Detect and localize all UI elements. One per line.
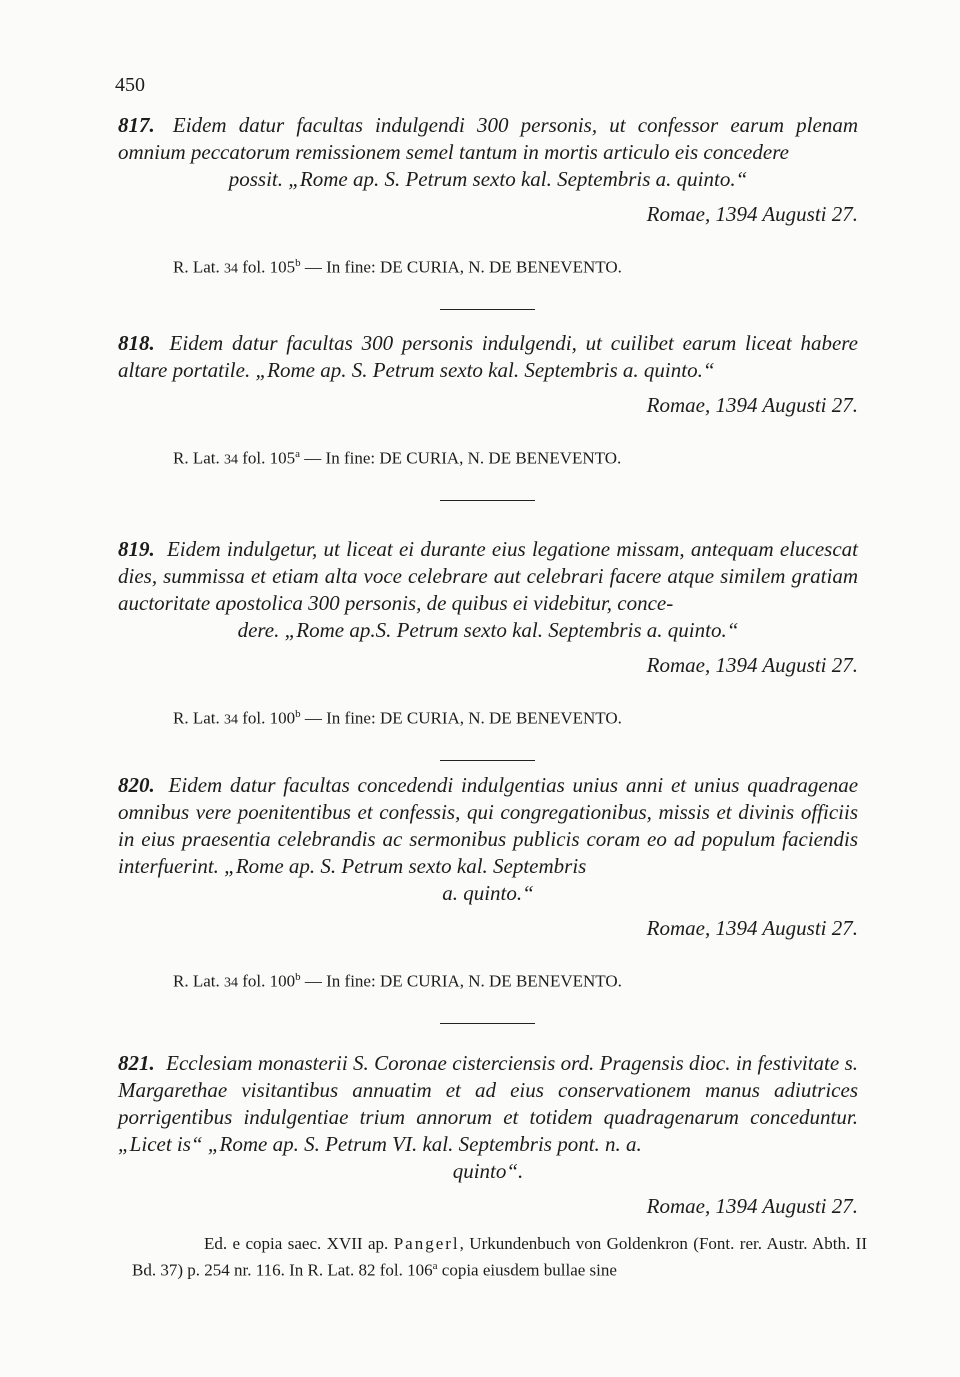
source-folio: fol. 100: [242, 971, 296, 991]
entry-date: Romae, 1394 Augusti 27.: [646, 393, 858, 417]
source-volume: 34: [224, 452, 238, 468]
entry-text: [118, 112, 858, 193]
source-folio-side: b: [295, 971, 301, 983]
source-folio-side: a: [295, 448, 301, 460]
source-note: — In fine: DE CURIA, N. DE BENEVENTO.: [304, 257, 622, 277]
source-prefix: R. Lat.: [173, 448, 220, 468]
entry-source: [173, 252, 858, 281]
entry-number: 820.: [118, 773, 155, 797]
entry-817: [118, 112, 858, 310]
source-volume: 34: [224, 712, 238, 728]
entry-body: Eidem datur facultas indulgendi 300 personis, ut confessor earum plenam omnium peccatorum remissionem semel tantum in mortis articulo eis concedere: [118, 113, 858, 164]
entry-body: Eidem datur facultas 300 personis indulgendi, ut cuilibet earum liceat habere altare portatile. „Rome ap. S. Petrum sexto kal. Septembris a. quinto.“: [118, 331, 858, 382]
source-volume: 34: [224, 975, 238, 991]
entry-last-line: quinto“.: [452, 1159, 524, 1183]
source-folio: fol. 105: [242, 257, 296, 277]
entry-body: Eidem datur facultas concedendi indulgentias unius anni et unius quadragenae omnibus vere poenitentibus et confessis, qui congregationibus, missis et divinis officiis in eius praesentia celebrandis ac sermonibus publicis coram eo ad populum faciendis interfuerint. „Rome ap. S. Petrum sexto kal. Septembris: [118, 773, 859, 878]
note-author: Pangerl: [393, 1234, 460, 1253]
source-prefix: R. Lat.: [173, 257, 220, 277]
source-note: — In fine: DE CURIA, N. DE BENEVENTO.: [304, 708, 622, 728]
source-folio-side: b: [295, 257, 301, 269]
source-folio-side: b: [295, 708, 301, 720]
source-folio: fol. 100: [242, 708, 296, 728]
note-folio-side: a: [432, 1260, 438, 1272]
entry-text: [118, 330, 858, 384]
section-divider: [440, 309, 535, 310]
entry-text: [118, 536, 858, 644]
entry-body: Ecclesiam monasterii S. Coronae cisterciensis ord. Pragensis dioc. in festivitate s. Margarethae visitantibus annuatim et ad eius conservationem manus adiutrices porrigentibus indulgentiae trium annorum et totidem quadragenarum conceduntur. „Licet is“ „Rome ap. S. Petrum VI. kal. Septembris pont. n. a.: [118, 1051, 858, 1156]
section-divider: [440, 500, 535, 501]
entry-source: [173, 443, 858, 472]
source-prefix: R. Lat.: [173, 971, 220, 991]
entry-818: [118, 330, 858, 501]
entry-source: [173, 966, 858, 995]
source-volume: 34: [224, 261, 238, 277]
entry-number: 819.: [118, 537, 155, 561]
note-part-3: copia eiusdem bullae sine: [437, 1260, 617, 1280]
source-folio: fol. 105: [242, 448, 296, 468]
source-prefix: R. Lat.: [173, 708, 220, 728]
entry-number: 818.: [118, 331, 155, 355]
entry-820: [118, 772, 858, 1024]
entry-number: 821.: [118, 1051, 155, 1075]
section-divider: [440, 1023, 535, 1024]
entry-date: Romae, 1394 Augusti 27.: [646, 653, 858, 677]
entry-text: [118, 772, 858, 907]
entry-last-line: a. quinto.“: [442, 881, 534, 905]
page-number: 450: [115, 74, 145, 96]
entry-number: 817.: [118, 113, 155, 137]
note-part-2: , Urkundenbuch von Goldenkron (Font. rer. Austr. Abth. II Bd. 37) p. 254 nr. 116. In R. Lat. 82 fol. 106: [132, 1234, 868, 1280]
entry-last-line: dere. „Rome ap.S. Petrum sexto kal. Septembris a. quinto.“: [237, 618, 739, 642]
section-divider: [440, 760, 535, 761]
entry-source: [173, 703, 858, 732]
source-note: — In fine: DE CURIA, N. DE BENEVENTO.: [304, 971, 622, 991]
entry-last-line: possit. „Rome ap. S. Petrum sexto kal. Septembris a. quinto.“: [228, 167, 748, 191]
source-note: — In fine: DE CURIA, N. DE BENEVENTO.: [304, 448, 622, 468]
entry-text: [118, 1050, 858, 1185]
entry-date: Romae, 1394 Augusti 27.: [646, 202, 858, 226]
note-part-1: Ed. e copia saec. XVII ap.: [204, 1234, 389, 1253]
entry-body: Eidem indulgetur, ut liceat ei durante eius legatione missam, antequam elucescat dies, summissa et etiam alta voce celebrare aut celebrari facere atque similem gratiam auctoritate apostolica 300 personis, de quibus ei videbitur, conce-: [118, 537, 858, 615]
entry-date: Romae, 1394 Augusti 27.: [646, 1194, 858, 1218]
entry-date: Romae, 1394 Augusti 27.: [646, 916, 858, 940]
editorial-note: [132, 1232, 867, 1282]
entry-821: [118, 1050, 858, 1220]
entry-819: [118, 536, 858, 761]
